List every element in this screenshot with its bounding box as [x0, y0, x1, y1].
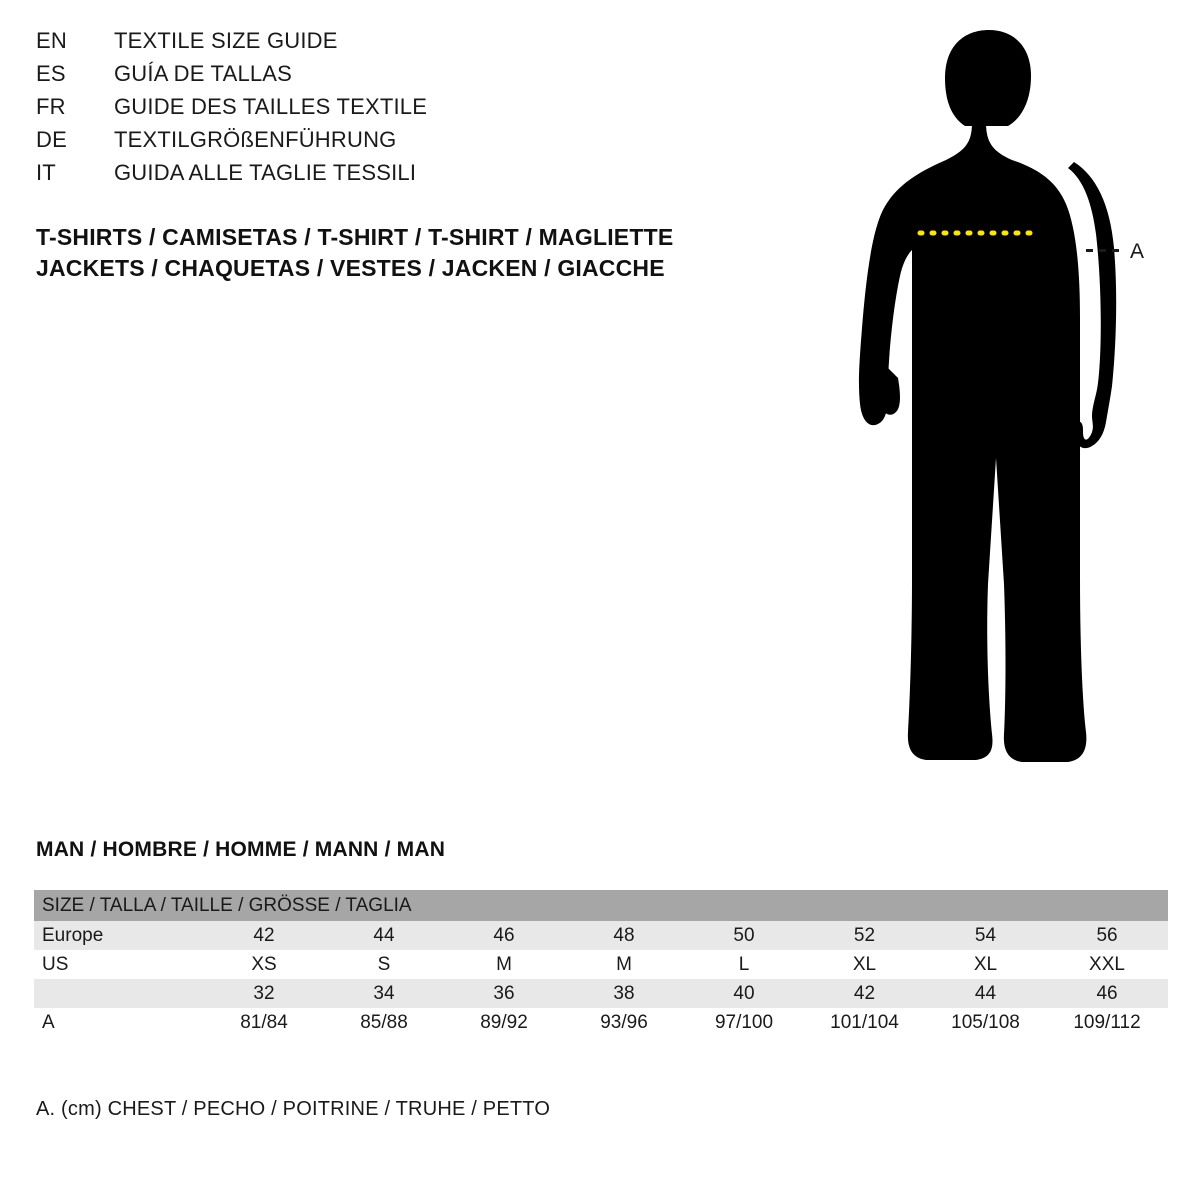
table-cell: 44	[324, 921, 444, 950]
language-code: FR	[36, 94, 66, 119]
measure-label-a: A	[1130, 240, 1145, 263]
table-cell: 105/108	[925, 1008, 1046, 1037]
male-silhouette-icon	[800, 18, 1180, 778]
table-cell: M	[444, 950, 564, 979]
language-title: GUIDA ALLE TAGLIE TESSILI	[114, 160, 417, 185]
language-row	[36, 94, 736, 127]
language-title: TEXTILGRÖßENFÜHRUNG	[114, 127, 397, 152]
table-row	[34, 921, 1168, 950]
language-code: DE	[36, 127, 67, 152]
language-list	[36, 28, 736, 193]
table-cell: XL	[925, 950, 1046, 979]
language-code: EN	[36, 28, 67, 53]
table-cell: XL	[804, 950, 925, 979]
table-cell: 34	[324, 979, 444, 1008]
table-footnote: A. (cm) CHEST / PECHO / POITRINE / TRUHE / PETTO	[36, 1098, 551, 1120]
table-cell: 85/88	[324, 1008, 444, 1037]
language-title: TEXTILE SIZE GUIDE	[114, 28, 338, 53]
language-row	[36, 61, 736, 94]
table-cell: S	[324, 950, 444, 979]
table-cell: 54	[925, 921, 1046, 950]
table-header-label: SIZE / TALLA / TAILLE / GRÖSSE / TAGLIA	[42, 894, 412, 916]
measure-leader-line	[1086, 249, 1122, 252]
garment-line-jackets: JACKETS / CHAQUETAS / VESTES / JACKEN / GIACCHE	[36, 255, 665, 281]
size-table	[34, 890, 1168, 1037]
table-cell: 48	[564, 921, 684, 950]
language-row	[36, 28, 736, 61]
table-cell: 97/100	[684, 1008, 804, 1037]
table-cell: 109/112	[1046, 1008, 1168, 1037]
table-row	[34, 950, 1168, 979]
table-cell: XS	[204, 950, 324, 979]
row-label: US	[34, 950, 204, 979]
table-cell: 50	[684, 921, 804, 950]
body-figure	[800, 18, 1180, 778]
language-title: GUIDE DES TAILLES TEXTILE	[114, 94, 428, 119]
language-code: IT	[36, 160, 56, 185]
table-cell: XXL	[1046, 950, 1168, 979]
row-label: Europe	[34, 921, 204, 950]
table-cell: 44	[925, 979, 1046, 1008]
row-label: A	[34, 1008, 204, 1037]
table-cell: 81/84	[204, 1008, 324, 1037]
language-row	[36, 127, 736, 160]
table-cell: 101/104	[804, 1008, 925, 1037]
table-cell: 56	[1046, 921, 1168, 950]
table-cell: M	[564, 950, 684, 979]
language-title: GUÍA DE TALLAS	[114, 61, 293, 86]
table-cell: L	[684, 950, 804, 979]
table-cell: 42	[204, 921, 324, 950]
table-cell: 32	[204, 979, 324, 1008]
table-cell: 42	[804, 979, 925, 1008]
table-row	[34, 979, 1168, 1008]
language-row	[36, 160, 736, 193]
table-cell: 46	[1046, 979, 1168, 1008]
table-cell: 46	[444, 921, 564, 950]
garment-line-tshirts: T-SHIRTS / CAMISETAS / T-SHIRT / T-SHIRT / MAGLIETTE	[36, 224, 674, 250]
table-cell: 93/96	[564, 1008, 684, 1037]
table-cell: 38	[564, 979, 684, 1008]
table-cell: 40	[684, 979, 804, 1008]
language-code: ES	[36, 61, 66, 86]
table-cell: 52	[804, 921, 925, 950]
table-header-row	[34, 890, 1168, 921]
table-section-title: MAN / HOMBRE / HOMME / MANN / MAN	[36, 838, 446, 861]
table-cell: 89/92	[444, 1008, 564, 1037]
table-row	[34, 1008, 1168, 1037]
table-cell: 36	[444, 979, 564, 1008]
garment-type-list	[36, 222, 776, 284]
row-label	[34, 979, 204, 1008]
